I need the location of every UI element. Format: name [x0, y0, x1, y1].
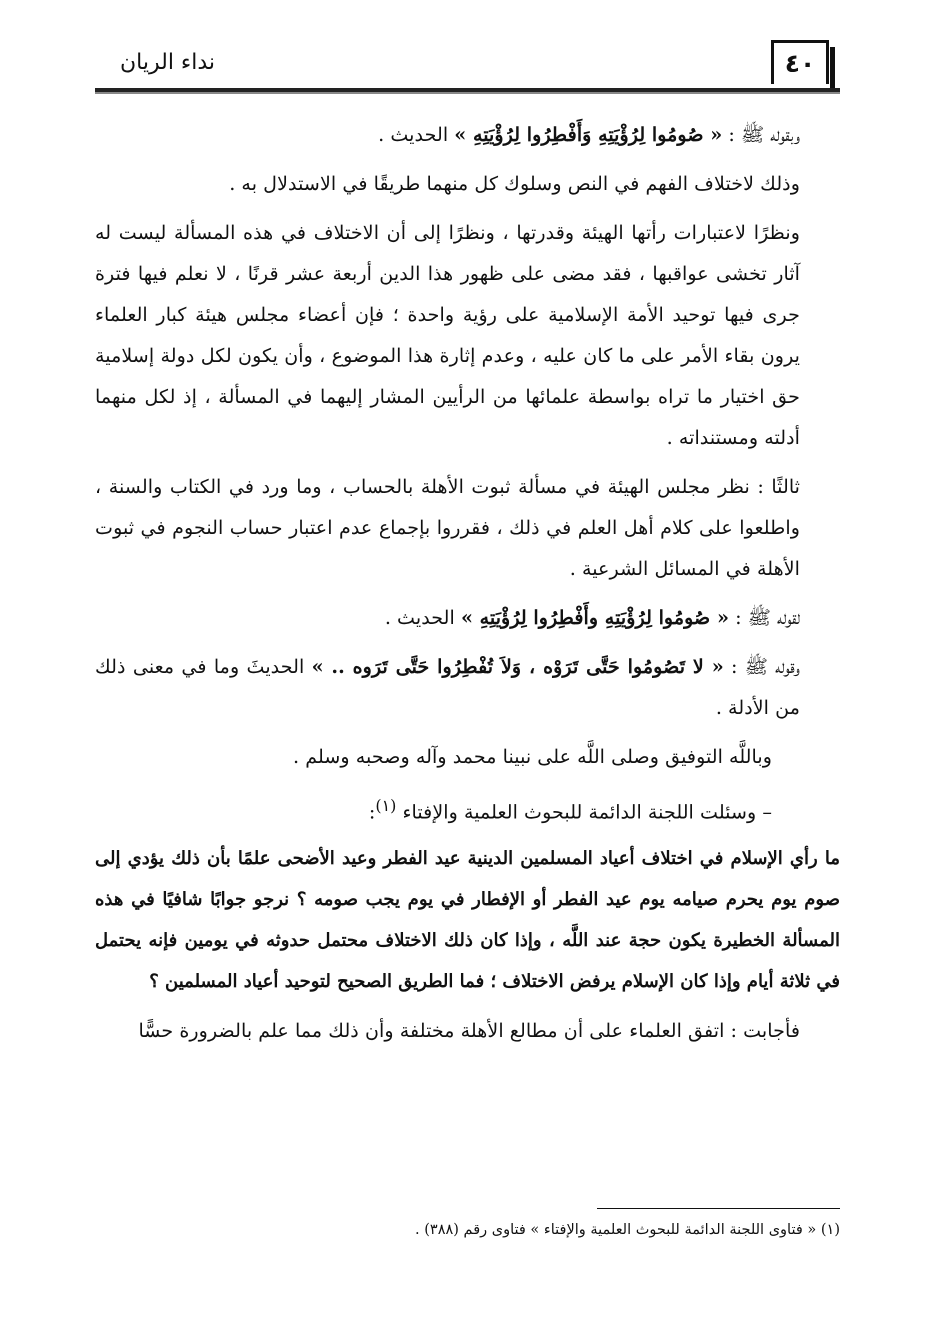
footnote-rule	[597, 1208, 840, 1209]
paragraph-hadith-1	[95, 114, 840, 155]
paragraph-hadith-2	[95, 597, 840, 638]
paragraph-hadith-3	[95, 646, 840, 728]
paragraph-tail: الحديثَ وما في معنى ذلك من الأدلة .	[95, 655, 800, 719]
paragraph-council-view: ونظرًا لاعتبارات رأتها الهيئة وقدرتها ، ونظرًا إلى أن الاختلاف في هذه المسألة ليست له آثار تخشى عواقبها ، فقد مضى على ظهور هذا الدين أربعة عشر قرنًا ، لا نعلم فيها فترة جرى فيها توحيد الأمة الإسلامية على رؤية واحدة ؛ فإن أعضاء مجلس هيئة كبار العلماء يرون بقاء الأمر على ما كان عليه ، وعدم إثارة هذا الموضوع ، وأن يكون لكل دولة إسلامية حق اختيار ما تراه بواسطة علمائها من الرأيين المشار إليهما في المسألة ، إذ لكل منهما أدلته ومستنداته .	[95, 221, 800, 449]
paragraph-intro: وقوله ﷺ :	[730, 655, 800, 678]
footnote-reference: (١)	[375, 796, 397, 815]
paragraph-third: ثالثًا : نظر مجلس الهيئة في مسألة ثبوت الأهلة بالحساب ، وما ورد في الكتاب والسنة ، واطلعوا على كلام أهل العلم في ذلك ، فقرروا بإجماع عدم اعتبار حساب النجوم في ثبوت الأهلة في المسائل الشرعية .	[95, 475, 800, 580]
question-intro-text: – وسئلت اللجنة الدائمة للبحوث العلمية والإفتاء	[402, 800, 772, 824]
paragraph-closing: وباللَّه التوفيق وصلى اللَّه على نبينا محمد وآله وصحبه وسلم .	[293, 745, 772, 768]
page-number: ٤٠	[771, 40, 829, 84]
paragraph-intro: لقوله ﷺ :	[735, 606, 800, 629]
fatwa-question: ما رأي الإسلام في اختلاف أعياد المسلمين الدينية عيد الفطر وعيد الأضحى علمًا بأن ذلك يؤدي إلى صوم يوم يحرم صيامه يوم عيد الفطر أو الإفطار في يوم يجب صومه ؟ نرجو جوابًا شافيًا في هذه المسألة الخطيرة يكون حجة عند اللَّه ، وإذا كان ذلك الاختلاف محتمل حدوثه في يومين فإنه يحتمل في ثلاثة أيام وإذا كان الإسلام يرفض الاختلاف ؛ فما الطريق الصحيح لتوحيد أعياد المسلمين ؟	[95, 848, 840, 993]
paragraph-reason: وذلك لاختلاف الفهم في النص وسلوك كل منهما طريقًا في الاستدلال به .	[229, 172, 800, 195]
paragraph-tail: الحديث .	[378, 123, 455, 146]
question-intro-colon: :	[368, 800, 376, 824]
page-header	[95, 40, 840, 95]
hadith-quote: « صُومُوا لِرُؤْيَتِهِ وأَفْطِرُوا لِرُؤْيَتِهِ »	[460, 606, 730, 629]
hadith-quote: « لا تَصُومُوا حَتَّى تَرَوْه ، وَلاَ تُفْطِرُوا حَتَّى تَرَوه .. »	[311, 655, 724, 678]
footnote: (١) « فتاوى اللجنة الدائمة للبحوث العلمية والإفتاء » فتاوى رقم (٣٨٨) .	[415, 1222, 840, 1238]
body-text	[95, 114, 840, 1051]
paragraph-tail: الحديث .	[384, 606, 461, 629]
running-title: نداء الريان	[120, 50, 216, 75]
paragraph-intro: وبقوله ﷺ :	[728, 123, 800, 146]
hadith-quote: « صُومُوا لِرُؤْيَتِهِ وَأَفْطِرُوا لِرُؤْيَتِهِ »	[454, 123, 723, 146]
header-rule	[95, 88, 840, 94]
paragraph-question-intro	[95, 785, 840, 832]
fatwa-answer: فأجابت : اتفق العلماء على أن مطالع الأهلة مختلفة وأن ذلك مما علم بالضرورة حسًّا	[138, 1019, 800, 1043]
